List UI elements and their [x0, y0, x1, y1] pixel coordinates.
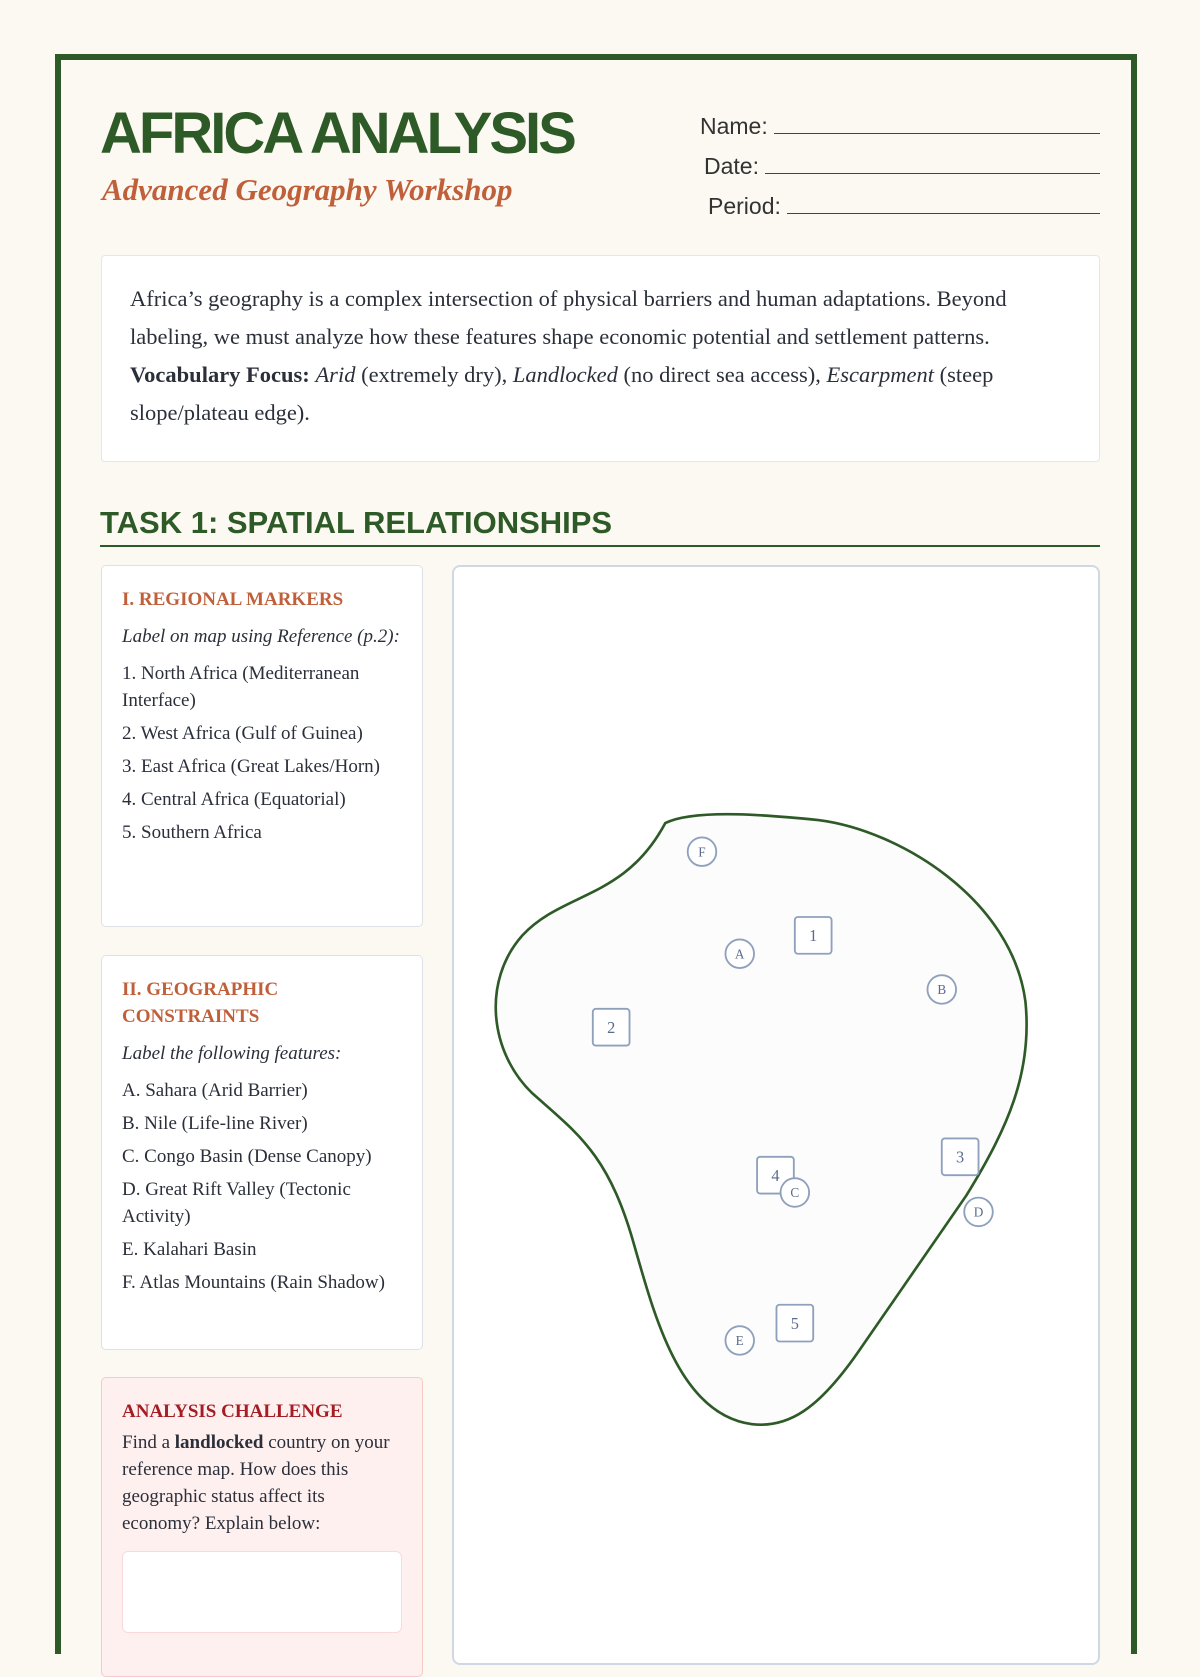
page-title: AFRICA ANALYSIS — [100, 101, 574, 166]
card-instruction: Label on map using Reference (p.2): — [122, 626, 400, 647]
date-label: Date: — [704, 153, 759, 179]
task-heading: TASK 1: SPATIAL RELATIONSHIPS — [100, 505, 1100, 547]
page-subtitle: Advanced Geography Workshop — [102, 172, 513, 207]
region-marker-2[interactable] — [593, 1009, 630, 1046]
feature-marker-A[interactable] — [725, 939, 754, 968]
vocab-def: (steep slope/plateau edge). — [130, 362, 994, 425]
student-info-fields — [700, 100, 1100, 220]
period-line[interactable] — [787, 213, 1100, 214]
marker-label: D — [973, 1204, 984, 1220]
africa-outline — [496, 814, 1027, 1424]
vocab-def: (extremely dry), — [355, 362, 513, 387]
date-line[interactable] — [765, 173, 1100, 174]
card-title: II. GEOGRAPHIC CONSTRAINTS — [122, 979, 279, 1027]
list-item: E. Kalahari Basin — [122, 1239, 257, 1260]
list-item: A. Sahara (Arid Barrier) — [122, 1080, 308, 1101]
list-item: 2. West Africa (Gulf of Guinea) — [122, 723, 363, 744]
name-label: Name: — [700, 113, 768, 139]
geographic-constraints-card — [101, 955, 423, 1350]
analysis-challenge-card — [101, 1377, 423, 1677]
feature-marker-F[interactable] — [688, 837, 717, 866]
name-line[interactable] — [774, 133, 1100, 134]
marker-label: 4 — [771, 1165, 780, 1185]
list-item: 4. Central Africa (Equatorial) — [122, 789, 346, 810]
challenge-text: Find a landlocked country on your reference map. How does this geographic status affect its economy? Explain below: — [122, 1432, 390, 1534]
list-item: 3. East Africa (Great Lakes/Horn) — [122, 756, 380, 777]
list-item: 5. Southern Africa — [122, 822, 262, 843]
card-title: ANALYSIS CHALLENGE — [122, 1401, 343, 1422]
list-item: D. Great Rift Valley (Tectonic Activity) — [122, 1179, 351, 1227]
period-field[interactable] — [700, 180, 1100, 220]
marker-label: F — [698, 844, 706, 860]
intro-text: Africa’s geography is a complex intersection of physical barriers and human adaptations. Beyond labeling, we must analyze how these features shape economic potential and settlement patterns. — [130, 286, 1007, 349]
card-instruction: Label the following features: — [122, 1043, 342, 1064]
feature-marker-C[interactable] — [781, 1178, 810, 1207]
vocab-term: Escarpment — [826, 362, 935, 387]
intro-box — [101, 255, 1100, 462]
marker-label: 5 — [790, 1313, 799, 1333]
vocab-term: Arid — [315, 362, 356, 387]
marker-label: 1 — [809, 926, 818, 946]
name-field[interactable] — [700, 100, 1100, 140]
feature-marker-D[interactable] — [964, 1198, 993, 1227]
marker-label: B — [937, 982, 947, 998]
card-title: I. REGIONAL MARKERS — [122, 589, 344, 610]
vocab-def: (no direct sea access), — [617, 362, 827, 387]
list-item: 1. North Africa (Mediterranean Interface) — [122, 663, 360, 711]
period-label: Period: — [708, 193, 781, 219]
list-item: F. Atlas Mountains (Rain Shadow) — [122, 1272, 385, 1293]
marker-label: 2 — [607, 1017, 616, 1037]
marker-label: A — [734, 946, 745, 962]
region-marker-3[interactable] — [942, 1138, 979, 1175]
feature-marker-B[interactable] — [927, 975, 956, 1004]
list-item: B. Nile (Life-line River) — [122, 1113, 308, 1134]
region-marker-1[interactable] — [795, 917, 832, 954]
vocab-term: Landlocked — [512, 362, 618, 387]
region-marker-5[interactable] — [776, 1305, 813, 1342]
vocab-label: Vocabulary Focus: — [130, 362, 310, 387]
list-item: C. Congo Basin (Dense Canopy) — [122, 1146, 372, 1167]
answer-box[interactable] — [122, 1551, 402, 1633]
date-field[interactable] — [700, 140, 1100, 180]
marker-label: C — [790, 1185, 800, 1201]
marker-label: 3 — [956, 1147, 965, 1167]
africa-map-panel — [452, 565, 1100, 1665]
africa-map — [454, 567, 1100, 1665]
feature-marker-E[interactable] — [725, 1326, 754, 1355]
regional-markers-card — [101, 565, 423, 927]
marker-label: E — [735, 1333, 744, 1349]
